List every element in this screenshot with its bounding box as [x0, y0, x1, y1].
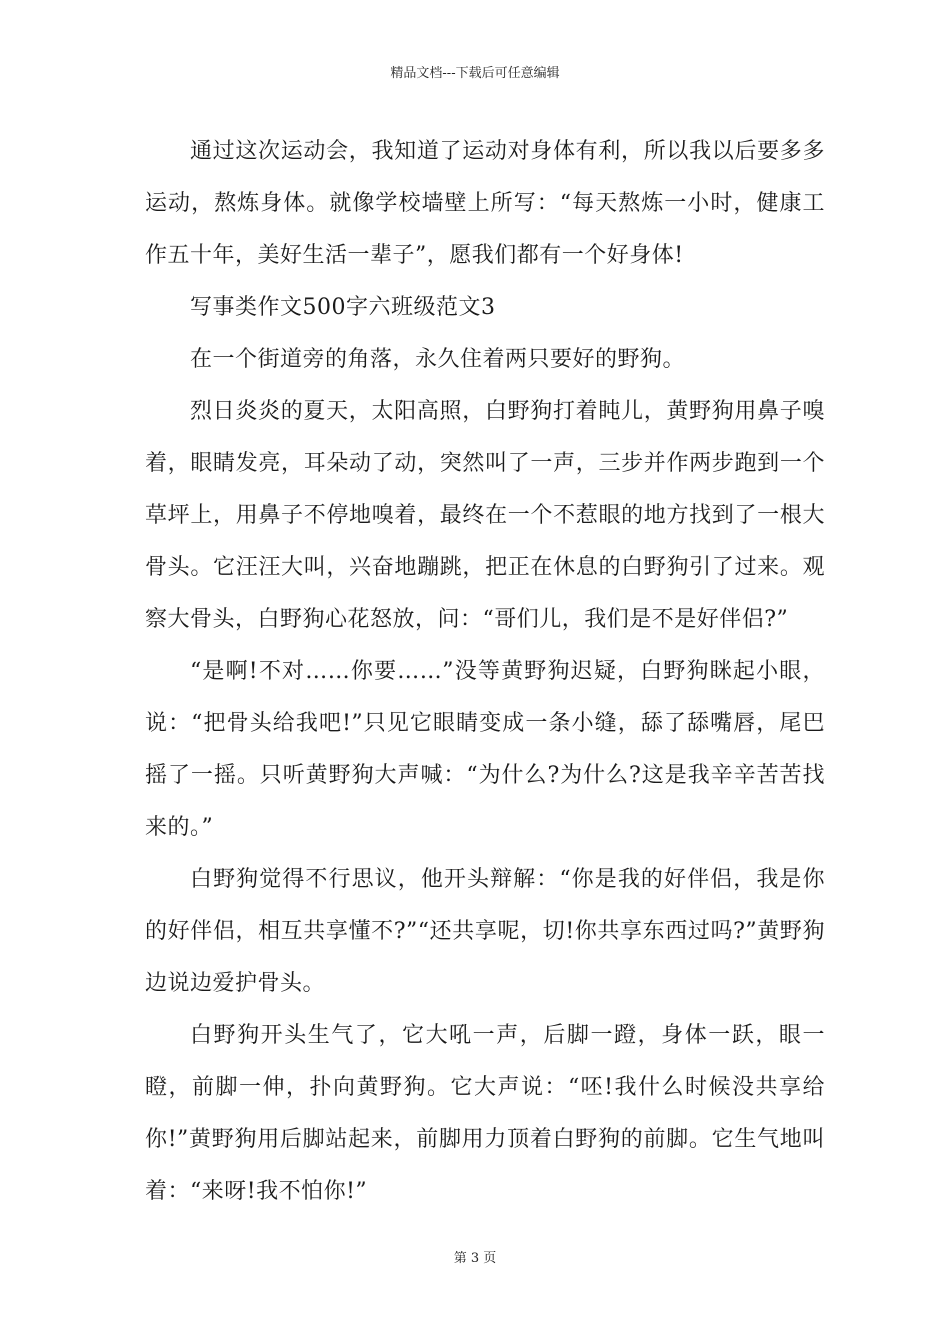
paragraph-sports-meet-conclusion: 通过这次运动会，我知道了运动对身体有利，所以我以后要多多运动，熬炼身体。就像学校墙壁上所写：“每天熬炼一小时，健康工作五十年，美好生活一辈子”，愿我们都有一个好身体!	[145, 139, 825, 268]
page-number: 第 3 页	[453, 1251, 497, 1266]
paragraph-found-bone: 烈日炎炎的夏天，太阳高照，白野狗打着盹儿，黄野狗用鼻子嗅着，眼睛发亮，耳朵动了动，突然叫了一声，三步并作两步跑到一个草坪上，用鼻子不停地嗅着，最终在一个不惹眼的地方找到了一根大骨头。它汪汪大叫，兴奋地蹦跳，把正在休息的白野狗引了过来。观察大骨头，白野狗心花怒放，问：“哥们儿，我们是不是好伴侣?”	[145, 399, 825, 632]
paragraph-dialogue-2: 白野狗觉得不行思议，他开头辩解：“你是我的好伴侣，我是你的好伴侣，相互共享懂不?”“还共享呢，切!你共享东西过吗?”黄野狗边说边爱护骨头。	[145, 867, 825, 996]
paragraph-dialogue-1: “是啊!不对……你要……”没等黄野狗迟疑，白野狗眯起小眼，说：“把骨头给我吧!”只见它眼睛变成一条小缝，舔了舔嘴唇，尾巴摇了一摇。只听黄野狗大声喊：“为什么?为什么?这是我辛辛苦苦找来的。”	[145, 659, 825, 840]
document-body	[145, 126, 825, 1218]
essay-title: 写事类作文500字六班级范文3	[190, 295, 496, 320]
paragraph-fight: 白野狗开头生气了，它大吼一声，后脚一蹬，身体一跃，眼一瞪，前脚一伸，扑向黄野狗。它大声说：“呸!我什么时候没共享给你!”黄野狗用后脚站起来，前脚用力顶着白野狗的前脚。它生气地叫着：“来呀!我不怕你!”	[145, 1023, 825, 1204]
page-header: 精品文档---下载后可任意编辑	[390, 66, 560, 81]
paragraph-intro: 在一个街道旁的角落，永久住着两只要好的野狗。	[190, 347, 686, 372]
